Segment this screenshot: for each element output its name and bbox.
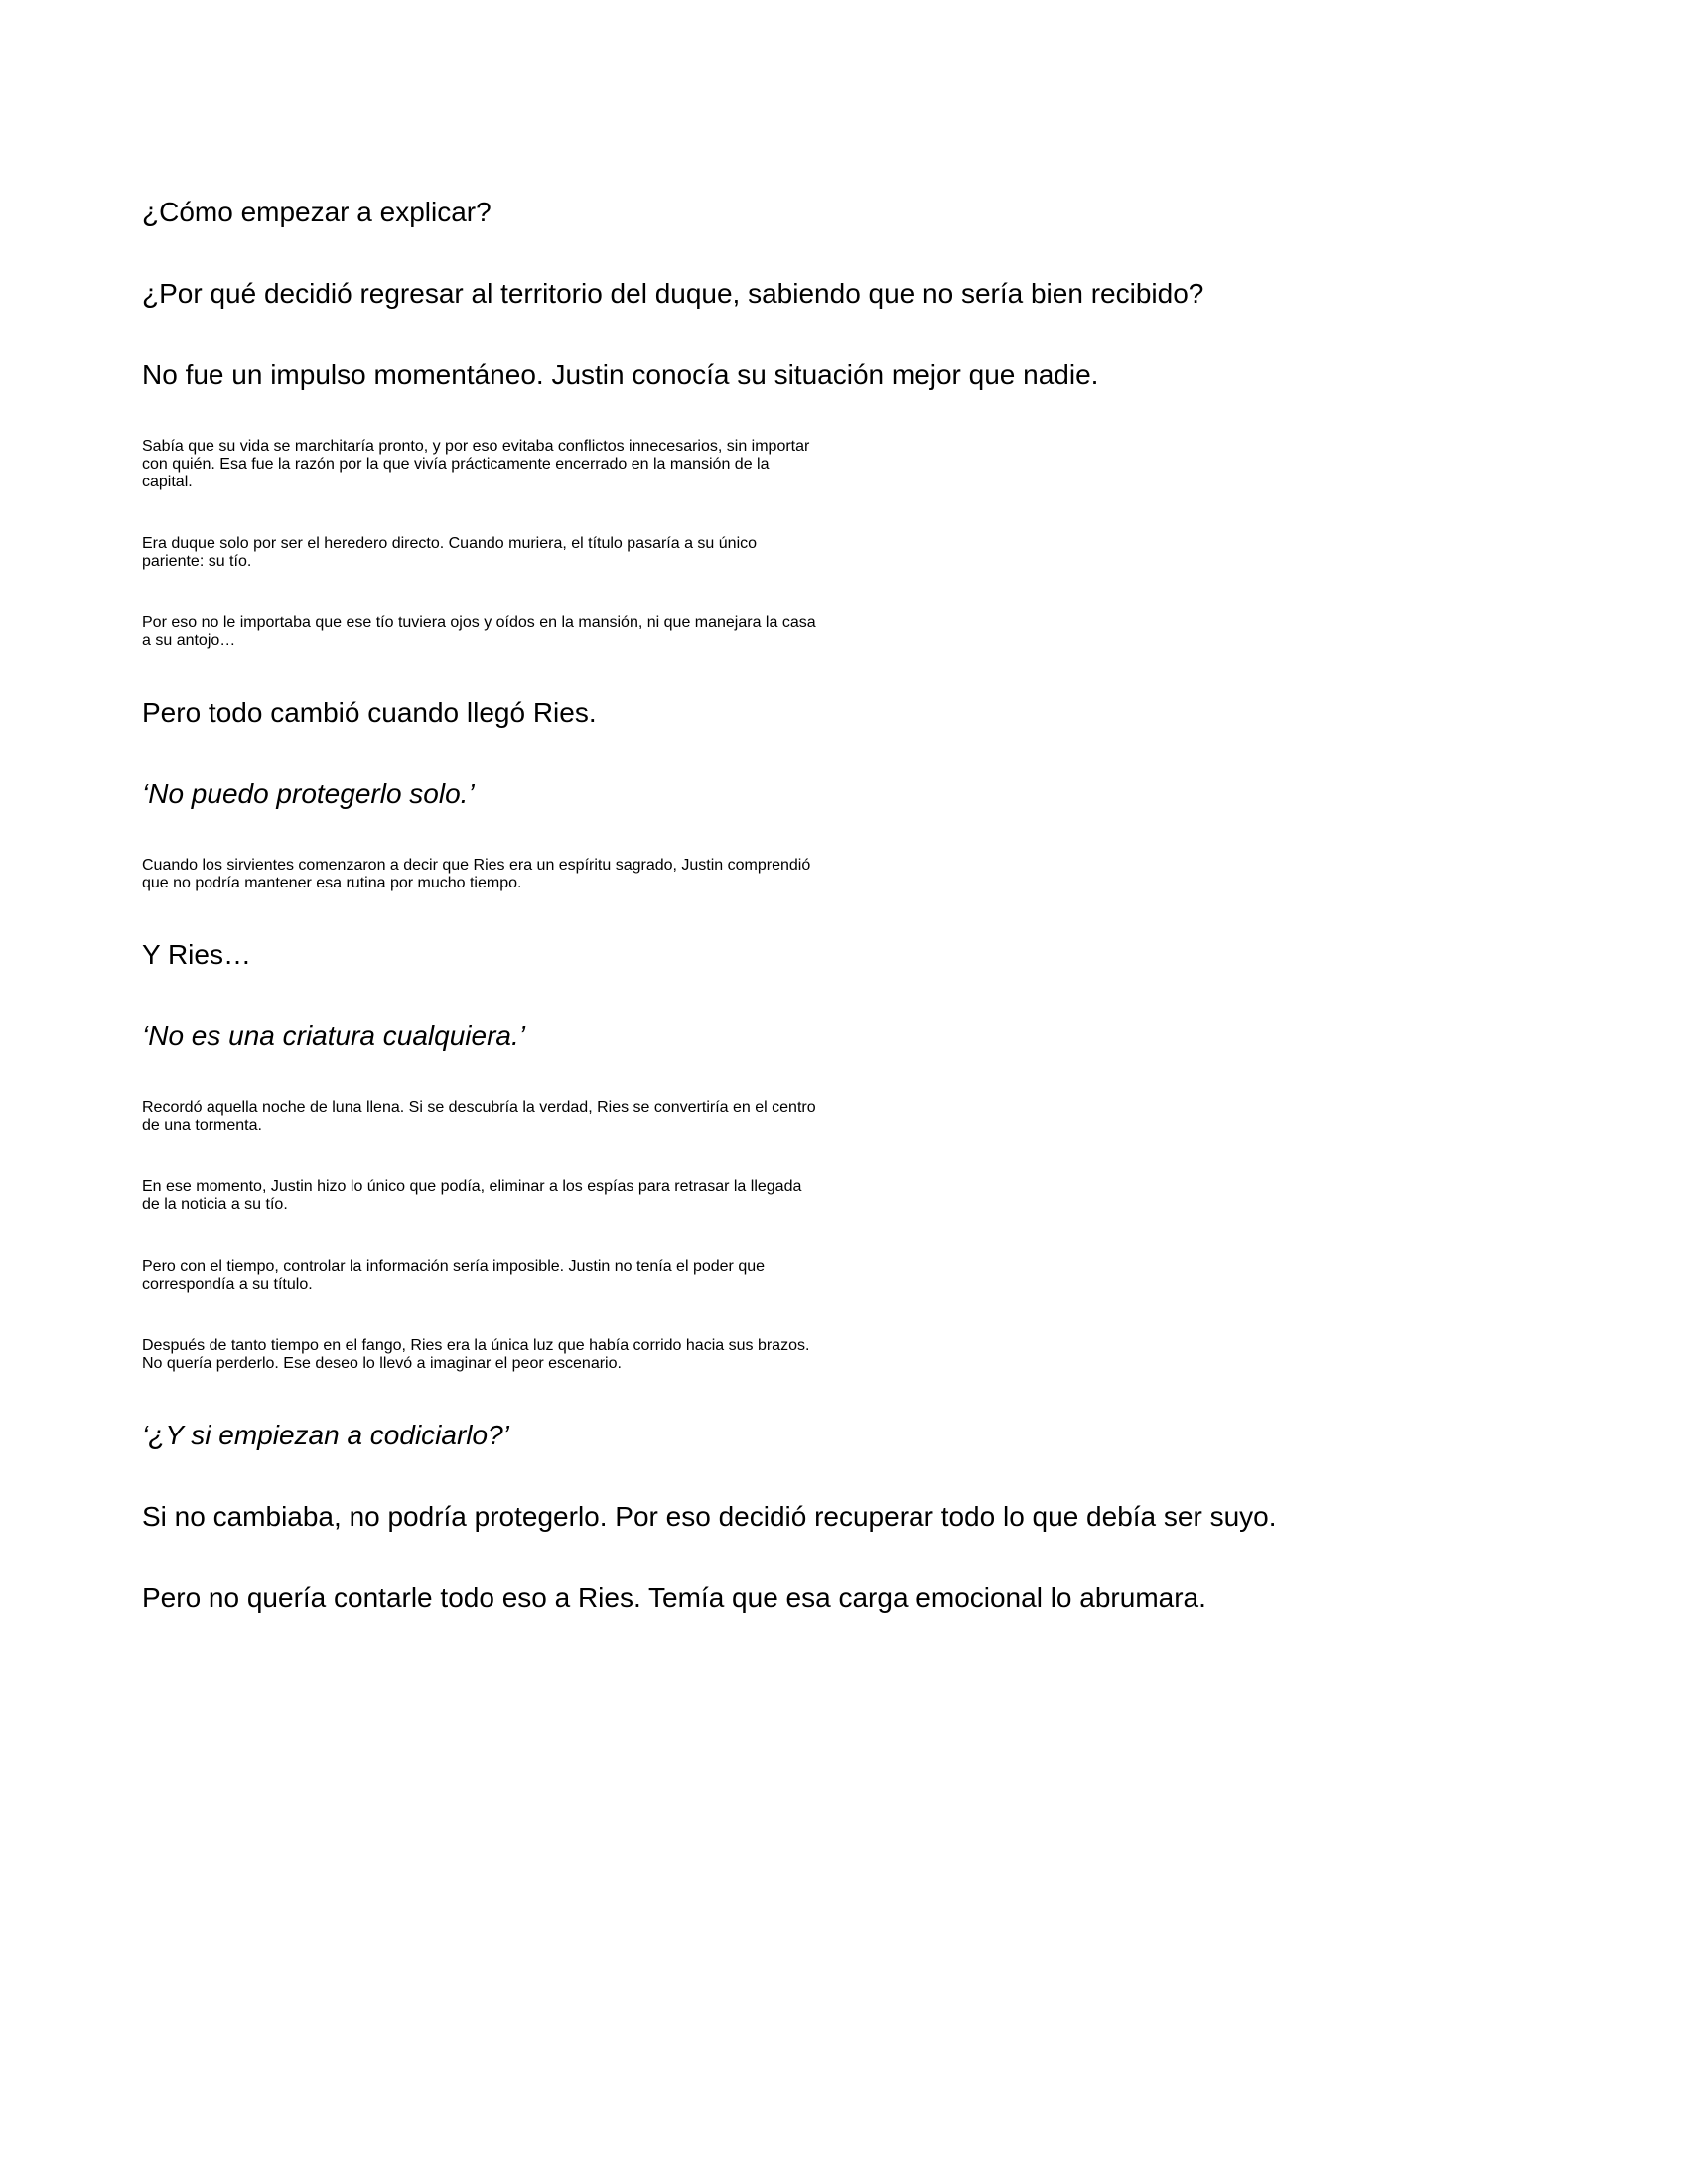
text-line: de una tormenta. [142, 1117, 262, 1134]
text-line: capital. [142, 474, 193, 490]
text-line: Recordó aquella noche de luna llena. Si se descubría la verdad, Ries se convertiría en el centro [142, 1099, 816, 1116]
paragraph-quote [142, 1417, 1582, 1454]
text-line: Si no cambiaba, no podría protegerlo. Por eso decidió recuperar todo lo que debía ser suyo. [142, 1501, 1277, 1532]
paragraph [142, 1579, 1582, 1617]
text-line: ‘¿Y si empiezan a codiciarlo?’ [142, 1420, 509, 1450]
text-line: Pero no quería contarle todo eso a Ries. Temía que esa carga emocional lo abrumara. [142, 1582, 1206, 1613]
text-line: ‘No es una criatura cualquiera.’ [142, 1021, 525, 1051]
text-line: de la noticia a su tío. [142, 1196, 288, 1213]
text-line: No quería perderlo. Ese deseo lo llevó a imaginar el peor escenario. [142, 1355, 622, 1372]
paragraph [142, 275, 1582, 313]
paragraph-quote [142, 1018, 1582, 1055]
text-line: con quién. Esa fue la razón por la que vivía prácticamente encerrado en la mansión de la [142, 456, 770, 473]
text-line: ¿Por qué decidió regresar al territorio del duque, sabiendo que no sería bien recibido? [142, 278, 1204, 309]
text-line: No fue un impulso momentáneo. Justin conocía su situación mejor que nadie. [142, 359, 1099, 390]
text-line: Era duque solo por ser el heredero directo. Cuando muriera, el título pasaría a su único [142, 535, 758, 552]
paragraph [142, 1498, 1582, 1536]
text-line: ¿Cómo empezar a explicar? [142, 197, 492, 227]
text-line: Cuando los sirvientes comenzaron a decir que Ries era un espíritu sagrado, Justin comprendió [142, 857, 811, 874]
paragraph [142, 694, 1582, 732]
text-line: Por eso no le importaba que ese tío tuviera ojos y oídos en la mansión, ni que manejara la casa [142, 614, 816, 631]
text-line: correspondía a su título. [142, 1276, 313, 1293]
text-line: Y Ries… [142, 939, 251, 970]
text-line: Pero todo cambió cuando llegó Ries. [142, 697, 597, 728]
text-line: Pero con el tiempo, controlar la información sería imposible. Justin no tenía el poder que [142, 1258, 766, 1275]
paragraph [142, 356, 1582, 394]
paragraph [142, 936, 1582, 974]
text-line: Sabía que su vida se marchitaría pronto, y por eso evitaba conflictos innecesarios, sin importar [142, 438, 810, 455]
text-line: pariente: su tío. [142, 553, 252, 570]
paragraph [142, 194, 1582, 231]
text-content [142, 194, 1582, 1661]
text-line: En ese momento, Justin hizo lo único que podía, eliminar a los espías para retrasar la llegada [142, 1178, 802, 1195]
text-line: ‘No puedo protegerlo solo.’ [142, 778, 475, 809]
text-line: Después de tanto tiempo en el fango, Ries era la única luz que había corrido hacia sus brazos. [142, 1337, 810, 1354]
text-line: que no podría mantener esa rutina por mucho tiempo. [142, 875, 522, 891]
paragraph-quote [142, 775, 1582, 813]
text-line: a su antojo… [142, 632, 236, 649]
